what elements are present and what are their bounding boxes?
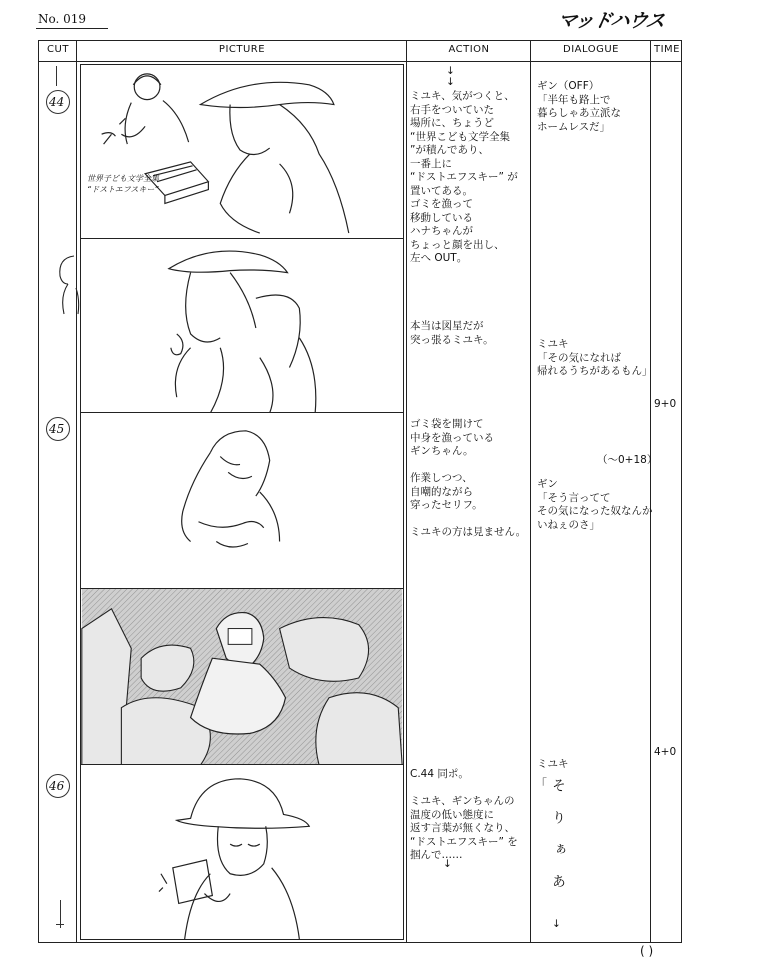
offscreen-figure-sketch	[50, 252, 80, 316]
panel-5	[80, 764, 404, 940]
page-number: No. 019	[38, 12, 87, 26]
panel-2	[80, 238, 404, 414]
cut-46-number: 46	[49, 779, 65, 793]
panel-4	[80, 588, 404, 766]
studio-logo: マッドハウス	[555, 10, 666, 32]
col-time-heading: TIME	[653, 44, 680, 55]
dialogue-3-timing: （～0+18）	[597, 454, 658, 466]
picture-column-divider	[406, 40, 407, 943]
dialogue-3: ギン 「そう言ってて その気になった奴なんか いねぇのさ」	[537, 478, 653, 531]
action-2-text: 本当は図星だが 突っ張るミユキ。	[410, 320, 494, 346]
col-dialogue-heading: DIALOGUE	[563, 44, 619, 55]
cut-end-mark	[56, 924, 64, 925]
page-number-underline	[36, 28, 108, 29]
cut-column-divider	[76, 40, 77, 943]
dialogue-1: ギン（OFF） 「半年も路上で 暮らしゃあ立派な ホームレスだ」	[537, 80, 621, 133]
col-action-heading: ACTION	[448, 44, 490, 55]
action-1-arrows: ↓ ↓	[446, 65, 455, 88]
col-picture-heading: PICTURE	[218, 44, 266, 55]
dialogue-4-bracket: 「	[535, 777, 548, 791]
panel-3-sketch	[81, 413, 403, 589]
dialogue-2: ミユキ 「その気になれば 帰れるうちがあるもん」	[537, 338, 653, 377]
panel-1-sketch	[81, 65, 403, 239]
cut-44-number: 44	[49, 95, 65, 109]
time-cut-44: 9+0	[654, 398, 677, 410]
header-row-divider	[38, 61, 682, 62]
dialogue-4-arrow: ↓	[552, 918, 561, 930]
panel-5-sketch	[81, 765, 403, 939]
panel-1-sketch-note: 世界子ども文学全集 “ドストエフスキー”	[87, 174, 159, 194]
cut-continue-arrow	[56, 66, 57, 86]
panel-1	[80, 64, 404, 240]
action-column-divider	[530, 40, 531, 943]
page-count-bracket: ( )	[640, 944, 654, 958]
panel-3	[80, 412, 404, 590]
col-cut-heading: CUT	[47, 44, 69, 55]
action-4-text: C.44 同ポ。 ミユキ、ギンちゃんの 温度の低い態度に 返す言葉が無くなり、 “ドストエフスキー” を 掴んで……	[410, 768, 518, 861]
cut-45-number: 45	[49, 422, 65, 436]
panel-2-sketch	[81, 239, 403, 413]
dialogue-4-speaker: ミユキ	[537, 758, 569, 770]
time-cut-45: 4+0	[654, 746, 677, 758]
dialogue-4-vertical-line: そりぁあ	[550, 778, 566, 906]
panel-4-sketch	[81, 589, 403, 765]
action-3-text: ゴミ袋を開けて 中身を漁っている ギンちゃん。 作業しつつ、 自嘲的ながら 穿ったセリフ。 ミユキの方は見ません。	[410, 418, 527, 538]
action-1-text: ミユキ、気がつくと、 右手をついていた 場所に、ちょうど “世界こども文学全集 ”が積んであり、 一番上に “ドストエフスキー” が 置いてある。 ゴミを漁って 移動している ハナちゃんが ちょっと顔を出し、 左へ OUT。	[410, 90, 518, 264]
action-4-arrow: ↓	[443, 858, 452, 870]
